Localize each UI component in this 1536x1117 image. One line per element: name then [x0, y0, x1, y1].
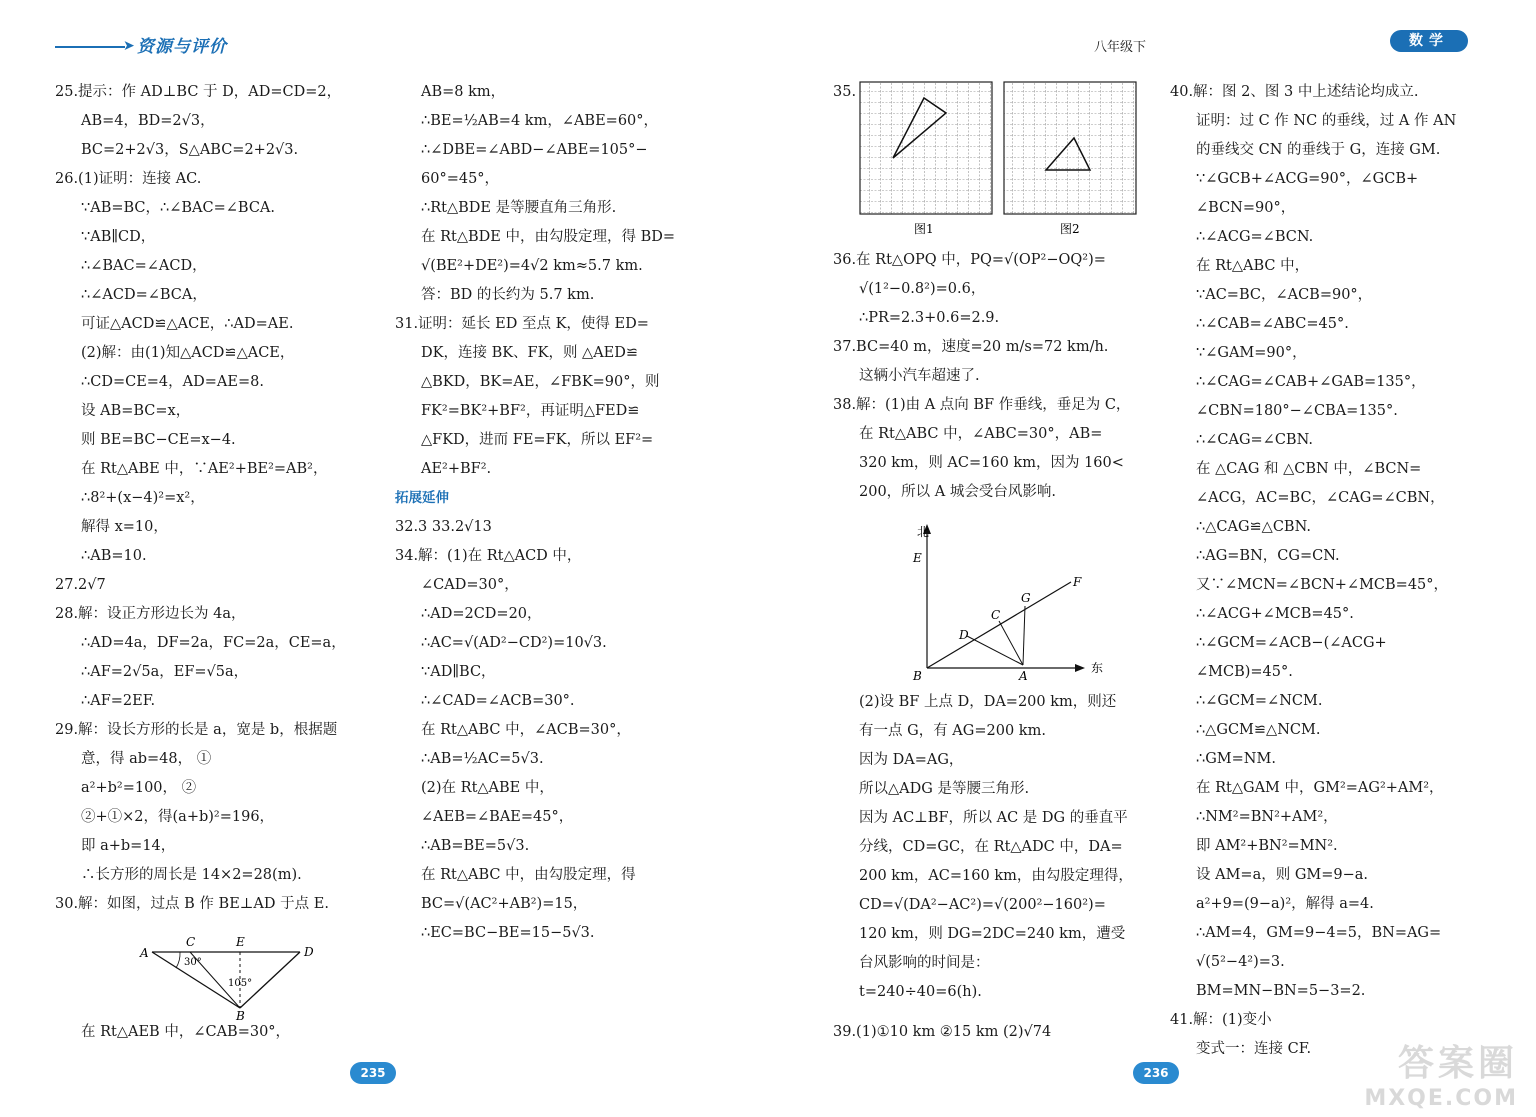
text-line: 200 km，AC=160 km，由勾股定理得， [859, 868, 1133, 884]
fig38-east-label: 东 [1091, 661, 1104, 675]
text-line: ∴AB=BE=5√3. [421, 838, 530, 854]
text-line: 28.解：设正方形边长为 4a， [55, 606, 246, 622]
text-line: AE²+BF². [421, 461, 492, 477]
fig-label-1: 图1 [914, 222, 934, 236]
text-line: ∵∠GAM=90°， [1196, 345, 1307, 361]
text-line: (2)解：由(1)知△ACD≌△ACE， [81, 345, 295, 361]
watermark [1364, 1035, 1518, 1111]
text-line: 解得 x=10， [81, 519, 168, 535]
text-line: 在 Rt△ABC 中，由勾股定理，得 [421, 867, 636, 883]
text-line: 在 Rt△AEB 中，∠CAB=30°， [81, 1024, 291, 1040]
text-line: 在 △CAG 和 △CBN 中，∠BCN= [1196, 461, 1422, 477]
text-line: ∴∠CAG=∠CAB+∠GAB=135°， [1196, 374, 1426, 390]
watermark-line2: MXQE.COM [1364, 1086, 1518, 1111]
answer-column-2 [395, 78, 675, 948]
text-line: ∴∠ACG=∠BCN. [1196, 229, 1314, 245]
text-line: (2)在 Rt△ABE 中， [421, 780, 554, 796]
text-line: ∴EC=BC−BE=15−5√3. [421, 925, 595, 941]
answer-column-3b [833, 688, 1133, 1007]
text-line: 29.解：设长方形的长是 a，宽是 b，根据题 [55, 722, 338, 738]
text-line: 60°=45°， [421, 171, 500, 187]
text-line: 26.(1)证明：连接 AC. [55, 171, 202, 187]
q35-number [833, 78, 856, 107]
text-line: 27.2√7 [55, 577, 106, 593]
text-line: 设 AM=a，则 GM=9−a. [1196, 867, 1369, 883]
text-line: ∴NM²=BN²+AM²， [1196, 809, 1338, 825]
figure-q30 [140, 928, 314, 1023]
text-line: 在 Rt△ABC 中，∠ABC=30°，AB= [859, 426, 1103, 442]
fig-label-2: 图2 [1060, 222, 1080, 236]
q39-line [833, 1018, 1051, 1047]
text-line: ∠CBN=180°−∠CBA=135°. [1196, 403, 1398, 419]
text-line: 在 Rt△ABE 中，∵AE²+BE²=AB²， [81, 461, 328, 477]
text-line: 41.解：(1)变小 [1170, 1012, 1272, 1028]
text-line: ∵∠GCB+∠ACG=90°，∠GCB+ [1196, 171, 1419, 187]
text-line: ∴GM=NM. [1196, 751, 1276, 767]
text-line: 因为 DA=AG， [859, 752, 964, 768]
page-number-left: 235 [350, 1062, 396, 1084]
text-line: ∵AD∥BC， [421, 664, 496, 680]
fig38-label-b: B [913, 669, 922, 683]
text-line: 则 BE=BC−CE=x−4. [81, 432, 236, 448]
text-line: 这辆小汽车超速了. [859, 368, 980, 384]
text-line: AB=8 km， [421, 84, 506, 100]
watermark-line1: 答案圈 [1397, 1043, 1518, 1084]
text-line: 答：BD 的长约为 5.7 km. [421, 287, 595, 303]
fig30-angle-105: 105° [228, 978, 253, 989]
text-line: ∴∠GCM=∠NCM. [1196, 693, 1323, 709]
text-line: ∴BE=½AB=4 km，∠ABE=60°， [421, 113, 659, 129]
text-line: 120 km，则 DG=2DC=240 km，遭受 [859, 926, 1126, 942]
text-line: CD=√(DA²−AC²)=√(200²−160²)= [859, 897, 1106, 913]
text-line: 在 Rt△ABC 中，∠ACB=30°， [421, 722, 631, 738]
text-line: 又∵∠MCN=∠BCN+∠MCB=45°， [1196, 577, 1449, 593]
brand-line [55, 46, 125, 48]
text-line: 意，得 ab=48， ① [81, 751, 212, 767]
text-line: (2)设 BF 上点 D，DA=200 km，则还 [859, 694, 1117, 710]
fig38-label-d: D [959, 628, 969, 642]
text-line: ∴AG=BN，CG=CN. [1196, 548, 1340, 564]
text-line: 的垂线交 CN 的垂线于 G，连接 GM. [1196, 142, 1441, 158]
text-line: 在 Rt△ABC 中， [1196, 258, 1310, 274]
text-line: ∴AB=10. [81, 548, 147, 564]
text-line: ∴∠DBE=∠ABD−∠ABE=105°− [421, 142, 648, 158]
section-title: 拓展延伸 [395, 490, 449, 506]
text-line: √(1²−0.8²)=0.6， [859, 281, 986, 297]
text-line: 分线，CD=GC，在 Rt△ADC 中，DA= [859, 839, 1123, 855]
text-line: ∴AF=2EF. [81, 693, 156, 709]
text-line: 34.解：(1)在 Rt△ACD 中， [395, 548, 582, 564]
text-line: FK²=BK²+BF²，再证明△FED≌ [421, 403, 640, 419]
text-line: ∴PR=2.3+0.6=2.9. [859, 310, 1000, 326]
fig30-angle-30: 30° [184, 957, 202, 968]
text-line: 台风影响的时间是： [859, 955, 990, 971]
text-line: ∠AEB=∠BAE=45°， [421, 809, 574, 825]
header-grade: 八年级下 [1093, 40, 1146, 55]
text-line: 有一点 G，有 AG=200 km. [859, 723, 1046, 739]
fig30-label-a: A [140, 946, 149, 960]
text-line: ∴AD=2CD=20， [421, 606, 542, 622]
text-line: ∴∠ACG+∠MCB=45°. [1196, 606, 1354, 622]
text-line: 即 AM²+BN²=MN². [1196, 838, 1338, 854]
arrow-icon: ➤ [123, 38, 135, 54]
text-line: ∴Rt△BDE 是等腰直角三角形. [421, 200, 617, 216]
answer-column-4 [1170, 78, 1456, 1064]
text-line: ②+①×2，得(a+b)²=196， [81, 809, 275, 825]
text-line: ∴∠BAC=∠ACD， [81, 258, 207, 274]
fig38-label-g: G [1021, 591, 1031, 605]
fig30-label-e: E [236, 935, 245, 949]
text-line: t=240÷40=6(h). [859, 984, 982, 1000]
text-line: ∴AF=2√5a，EF=√5a， [81, 664, 249, 680]
text-line: 38.解：(1)由 A 点向 BF 作垂线，垂足为 C， [833, 397, 1131, 413]
text-line: ∵AB∥CD， [81, 229, 156, 245]
text-line: ∠ACG，AC=BC，∠CAG=∠CBN， [1196, 490, 1445, 506]
text-line: AB=4，BD=2√3， [81, 113, 215, 129]
text-line: ∵AC=BC，∠ACB=90°， [1196, 287, 1373, 303]
text-line: ∴长方形的周长是 14×2=28(m). [81, 867, 302, 883]
text-line: 设 AB=BC=x， [81, 403, 191, 419]
text-line: 因为 AC⊥BF，所以 AC 是 DG 的垂直平 [859, 810, 1128, 826]
brand-title: 资源与评价 [137, 37, 227, 57]
text-line: 证明：过 C 作 NC 的垂线，过 A 作 AN [1196, 113, 1457, 129]
subject-badge: 数学 [1390, 30, 1468, 52]
text-line: ∴∠CAB=∠ABC=45°. [1196, 316, 1349, 332]
text-line: DK，连接 BK、FK，则 △AED≌ [421, 345, 639, 361]
text-line: ∴AC=√(AD²−CD²)=10√3. [421, 635, 607, 651]
text-line: △FKD，进而 FE=FK，所以 EF²= [421, 432, 654, 448]
text-line: √(5²−4²)=3. [1196, 954, 1285, 970]
fig38-north-label: 北 [917, 525, 930, 539]
text-line: ∠CAD=30°， [421, 577, 519, 593]
text-line: ∴AB=½AC=5√3. [421, 751, 544, 767]
fig38-label-f: F [1073, 575, 1082, 589]
fig38-label-c: C [991, 608, 1001, 622]
text-line: 30.解：如图，过点 B 作 BE⊥AD 于点 E. [55, 896, 329, 912]
text-line: ∠MCB)=45°. [1196, 664, 1293, 680]
text-line: ∠BCN=90°， [1196, 200, 1296, 216]
text-line: 320 km，则 AC=160 km，因为 160< [859, 455, 1124, 471]
q30-last-line [55, 1018, 290, 1047]
text-line: BC=2+2√3，S△ABC=2+2√3. [81, 142, 299, 158]
text-line: ∴∠ACD=∠BCA， [81, 287, 207, 303]
text-line: BC=√(AC²+AB²)=15， [421, 896, 588, 912]
text-line: ∴∠CAD=∠ACB=30°. [421, 693, 575, 709]
text-line: 在 Rt△GAM 中，GM²=AG²+AM²， [1196, 780, 1444, 796]
text-line: 25.提示：作 AD⊥BC 于 D，AD=CD=2， [55, 84, 342, 100]
text-line: ∵AB=BC，∴∠BAC=∠BCA. [81, 200, 276, 216]
fig30-label-b: B [236, 1009, 245, 1023]
text-line: ∴△GCM≌△NCM. [1196, 722, 1321, 738]
text-line: 40.解：图 2、图 3 中上述结论均成立. [1170, 84, 1419, 100]
fig30-label-c: C [186, 935, 196, 949]
text-line: △BKD，BK=AE，∠FBK=90°，则 [421, 374, 660, 390]
text-line: 35. [833, 84, 857, 100]
figure-q38 [903, 518, 1133, 683]
figure-q35-grids [858, 80, 1148, 240]
text-line: 即 a+b=14， [81, 838, 176, 854]
fig30-label-d: D [304, 945, 314, 959]
text-line: ∴CD=CE=4，AD=AE=8. [81, 374, 264, 390]
text-line: 所以△ADG 是等腰三角形. [859, 781, 1030, 797]
text-line: 变式一：连接 CF. [1196, 1041, 1312, 1057]
fig38-label-e: E [913, 551, 922, 565]
text-line: ∴∠GCM=∠ACB−(∠ACG+ [1196, 635, 1387, 651]
header-brand [55, 32, 275, 57]
text-line: a²+b²=100， ② [81, 780, 197, 796]
text-line: 200，所以 A 城会受台风影响. [859, 484, 1056, 500]
text-line: 在 Rt△BDE 中，由勾股定理，得 BD= [421, 229, 676, 245]
text-line: ∴AD=4a，DF=2a，FC=2a，CE=a， [81, 635, 346, 651]
right-page [768, 0, 1536, 1117]
text-line: BM=MN−BN=5−3=2. [1196, 983, 1366, 999]
text-line: 37.BC=40 m，速度=20 m/s=72 km/h. [833, 339, 1109, 355]
text-line: 36.在 Rt△OPQ 中，PQ=√(OP²−OQ²)= [833, 252, 1106, 268]
text-line: 39.(1)①10 km ②15 km (2)√74 [833, 1024, 1052, 1040]
page-number-right: 236 [1133, 1062, 1179, 1084]
text-line: 31.证明：延长 ED 至点 K，使得 ED= [395, 316, 649, 332]
answer-column-1 [55, 78, 346, 919]
text-line: ∴AM=4，GM=9−4=5，BN=AG= [1196, 925, 1442, 941]
text-line: a²+9=(9−a)²，解得 a=4. [1196, 896, 1374, 912]
text-line: 可证△ACD≌△ACE，∴AD=AE. [81, 316, 294, 332]
text-line: 32.3 33.2√13 [395, 519, 492, 535]
text-line: ∴△CAG≌△CBN. [1196, 519, 1311, 535]
answer-column-3a [833, 246, 1130, 507]
text-line: √(BE²+DE²)=4√2 km≈5.7 km. [421, 258, 643, 274]
fig38-label-a: A [1019, 669, 1028, 683]
text-line: ∴8²+(x−4)²=x²， [81, 490, 205, 506]
text-line: ∴∠CAG=∠CBN. [1196, 432, 1313, 448]
